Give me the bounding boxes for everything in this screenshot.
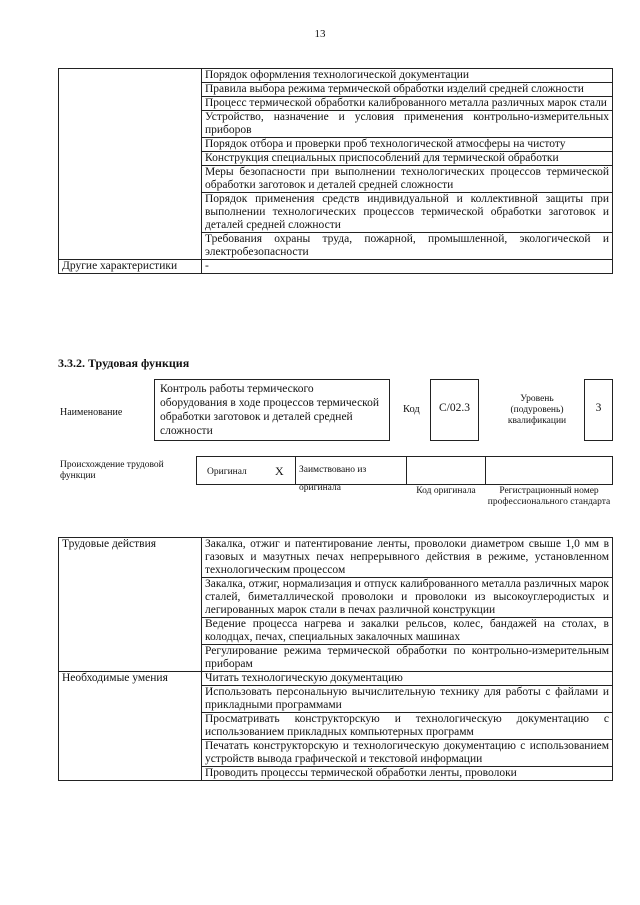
skill-item: Просматривать конструкторскую и технологическую документацию с использованием прикладных компьютерных программ	[202, 713, 613, 740]
knowledge-item: Правила выбора режима термической обработки изделий средней сложности	[202, 83, 613, 97]
table-row	[59, 260, 613, 274]
action-item: Ведение процесса нагрева и закалки рельсов, колес, бандажей на столах, в колодцах, печах, специальных закалочных машинах	[202, 618, 613, 645]
action-item: Регулирование режима термической обработки по контрольно-измерительным приборам	[202, 645, 613, 672]
origin-label: Происхождение трудовой функции	[60, 460, 164, 481]
skill-item: Читать технологическую документацию	[202, 672, 613, 686]
knowledge-item: Процесс термической обработки калиброванного металла различных марок стали	[202, 97, 613, 111]
knowledge-item: Порядок отбора и проверки проб технологической атмосферы на чистоту	[202, 138, 613, 152]
knowledge-item: Требования охраны труда, пожарной, промышленной, экологической и электробезопасности	[202, 233, 613, 260]
original-code-box	[406, 456, 486, 485]
code-caption: Код оригинала	[416, 486, 476, 496]
table-row	[59, 69, 613, 83]
level-label: Уровень (подуровень) квалификации	[507, 394, 567, 426]
original-label: Оригинал	[207, 467, 247, 477]
skill-item: Использовать персональную вычислительную технику для работы с файлами и прикладными программами	[202, 686, 613, 713]
registration-number-box	[485, 456, 613, 485]
section-heading: 3.3.2. Трудовая функция	[58, 356, 190, 370]
borrowed-label: Заимствовано из оригинала	[299, 465, 367, 493]
required-skills-label: Необходимые умения	[59, 672, 202, 781]
code-label: Код	[403, 404, 420, 415]
borrowed-box	[295, 456, 407, 493]
function-name-box: Контроль работы термического оборудования в ходе процессов термической обработки заготовок и деталей средней сложности	[154, 379, 390, 441]
knowledge-item: Конструкция специальных приспособлений для термической обработки	[202, 152, 613, 166]
page-number: 13	[314, 28, 326, 40]
skill-item: Печатать конструкторскую и технологическую документацию с использованием устройств вывода графической и текстовой информации	[202, 740, 613, 767]
knowledge-table	[58, 68, 613, 274]
empty-label-cell	[59, 69, 202, 260]
name-label: Наименование	[60, 407, 123, 418]
other-characteristics-label: Другие характеристики	[59, 260, 202, 274]
table-row	[59, 538, 613, 578]
action-item: Закалка, отжиг, нормализация и отпуск калиброванного металла различных марок сталей, биметаллической проволоки и проволоки из высокоуглеродистых и легированных марок стали в печах различной конструкции	[202, 578, 613, 618]
level-value-box: 3	[584, 379, 613, 441]
skill-item: Проводить процессы термической обработки ленты, проволоки	[202, 767, 613, 781]
original-box	[196, 456, 296, 485]
function-code-box: С/02.3	[430, 379, 479, 441]
knowledge-item: Порядок оформления технологической документации	[202, 69, 613, 83]
table-row	[59, 672, 613, 686]
other-characteristics-value: -	[202, 260, 613, 274]
labor-actions-label: Трудовые действия	[59, 538, 202, 672]
action-item: Закалка, отжиг и патентирование ленты, проволоки диаметром свыше 1,0 мм в газовых и мазутных печах непрерывного действия в режиме, установленном технологическим процессом	[202, 538, 613, 578]
knowledge-item: Устройство, назначение и условия применения контрольно-измерительных приборов	[202, 111, 613, 138]
registration-caption: Регистрационный номер профессионального стандарта	[487, 486, 611, 507]
original-mark: X	[275, 464, 284, 478]
knowledge-item: Меры безопасности при выполнении технологических процессов термической обработки заготовок и деталей средней сложности	[202, 166, 613, 193]
actions-skills-table	[58, 537, 613, 781]
knowledge-item: Порядок применения средств индивидуальной и коллективной защиты при выполнении технологических процессов термической обработки заготовок и деталей средней сложности	[202, 193, 613, 233]
